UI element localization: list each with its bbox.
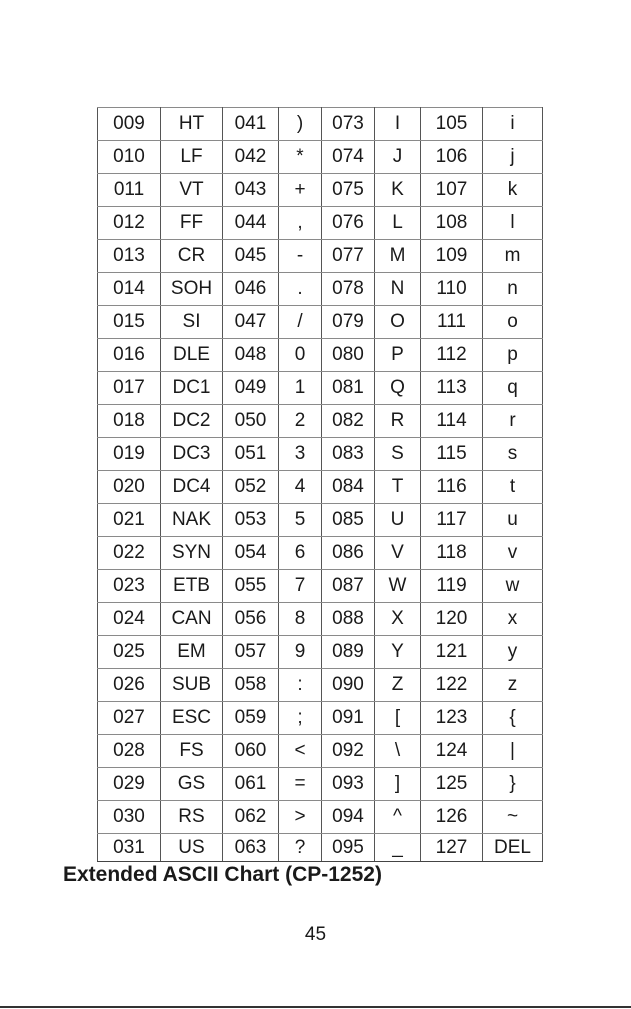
table-cell: 3 [279, 438, 322, 471]
table-cell: Y [375, 636, 421, 669]
table-cell: 009 [98, 108, 161, 141]
table-cell: k [483, 174, 543, 207]
table-cell: 4 [279, 471, 322, 504]
table-cell: 031 [98, 834, 161, 862]
table-cell: 082 [322, 405, 375, 438]
table-cell: ^ [375, 801, 421, 834]
table-cell: 092 [322, 735, 375, 768]
table-cell: u [483, 504, 543, 537]
table-cell: DC3 [161, 438, 223, 471]
table-cell: 050 [223, 405, 279, 438]
table-cell: 011 [98, 174, 161, 207]
table-cell: FS [161, 735, 223, 768]
table-cell: 114 [421, 405, 483, 438]
table-cell: 110 [421, 273, 483, 306]
table-cell: ? [279, 834, 322, 862]
table-cell: 087 [322, 570, 375, 603]
table-cell: R [375, 405, 421, 438]
table-cell: N [375, 273, 421, 306]
table-cell: ESC [161, 702, 223, 735]
table-cell: 109 [421, 240, 483, 273]
table-cell: DC4 [161, 471, 223, 504]
table-row [98, 471, 543, 504]
table-cell: 093 [322, 768, 375, 801]
table-row [98, 570, 543, 603]
table-cell: s [483, 438, 543, 471]
table-cell: 027 [98, 702, 161, 735]
table-cell: | [483, 735, 543, 768]
table-row [98, 108, 543, 141]
table-cell: 079 [322, 306, 375, 339]
table-cell: 123 [421, 702, 483, 735]
table-cell: 076 [322, 207, 375, 240]
table-cell: GS [161, 768, 223, 801]
table-cell: 113 [421, 372, 483, 405]
table-cell: } [483, 768, 543, 801]
table-cell: 025 [98, 636, 161, 669]
table-cell: 106 [421, 141, 483, 174]
table-cell: 015 [98, 306, 161, 339]
table-cell: EM [161, 636, 223, 669]
table-cell: 091 [322, 702, 375, 735]
table-cell: 108 [421, 207, 483, 240]
table-cell: Q [375, 372, 421, 405]
table-cell: P [375, 339, 421, 372]
table-cell: 126 [421, 801, 483, 834]
table-cell: 021 [98, 504, 161, 537]
table-cell: : [279, 669, 322, 702]
table-cell: 084 [322, 471, 375, 504]
table-cell: o [483, 306, 543, 339]
table-row [98, 504, 543, 537]
table-cell: 041 [223, 108, 279, 141]
table-cell: 118 [421, 537, 483, 570]
table-cell: 122 [421, 669, 483, 702]
table-cell: HT [161, 108, 223, 141]
table-cell: 1 [279, 372, 322, 405]
table-row [98, 834, 543, 862]
table-cell: 7 [279, 570, 322, 603]
table-row [98, 768, 543, 801]
table-cell: - [279, 240, 322, 273]
table-cell: 090 [322, 669, 375, 702]
table-cell: 017 [98, 372, 161, 405]
table-cell: 047 [223, 306, 279, 339]
section-heading: Extended ASCII Chart (CP-1252) [63, 863, 382, 886]
table-cell: = [279, 768, 322, 801]
table-cell: 052 [223, 471, 279, 504]
table-cell: DLE [161, 339, 223, 372]
table-cell: SUB [161, 669, 223, 702]
table-cell: r [483, 405, 543, 438]
table-cell: 056 [223, 603, 279, 636]
table-cell: 083 [322, 438, 375, 471]
table-cell: ] [375, 768, 421, 801]
table-cell: U [375, 504, 421, 537]
table-cell: 026 [98, 669, 161, 702]
page-number: 45 [304, 924, 327, 945]
table-cell: 058 [223, 669, 279, 702]
table-cell: j [483, 141, 543, 174]
table-cell: 028 [98, 735, 161, 768]
table-cell: ; [279, 702, 322, 735]
table-cell: 121 [421, 636, 483, 669]
table-cell: 081 [322, 372, 375, 405]
table-row [98, 405, 543, 438]
table-cell: { [483, 702, 543, 735]
table-row [98, 801, 543, 834]
table-cell: DC1 [161, 372, 223, 405]
table-cell: 022 [98, 537, 161, 570]
table-row [98, 603, 543, 636]
table-cell: 127 [421, 834, 483, 862]
table-cell: 088 [322, 603, 375, 636]
table-row [98, 702, 543, 735]
ascii-table [97, 107, 543, 862]
table-cell: w [483, 570, 543, 603]
table-cell: x [483, 603, 543, 636]
table-cell: \ [375, 735, 421, 768]
table-cell: 116 [421, 471, 483, 504]
table-cell: > [279, 801, 322, 834]
table-cell: 023 [98, 570, 161, 603]
ascii-table-body [98, 108, 543, 862]
table-cell: NAK [161, 504, 223, 537]
table-row [98, 339, 543, 372]
table-cell: 045 [223, 240, 279, 273]
table-row [98, 174, 543, 207]
table-cell: 043 [223, 174, 279, 207]
table-cell: X [375, 603, 421, 636]
table-cell: SI [161, 306, 223, 339]
table-cell: z [483, 669, 543, 702]
table-cell: 6 [279, 537, 322, 570]
table-cell: CR [161, 240, 223, 273]
table-cell: 095 [322, 834, 375, 862]
table-row [98, 273, 543, 306]
table-cell: l [483, 207, 543, 240]
table-cell: T [375, 471, 421, 504]
table-cell: ~ [483, 801, 543, 834]
table-cell: 060 [223, 735, 279, 768]
table-cell: 020 [98, 471, 161, 504]
table-cell: 2 [279, 405, 322, 438]
table-cell: 016 [98, 339, 161, 372]
table-cell: 073 [322, 108, 375, 141]
table-cell: US [161, 834, 223, 862]
table-cell: 111 [421, 306, 483, 339]
table-cell: 5 [279, 504, 322, 537]
table-cell: 051 [223, 438, 279, 471]
table-cell: 048 [223, 339, 279, 372]
table-cell: 062 [223, 801, 279, 834]
table-row [98, 636, 543, 669]
table-cell: * [279, 141, 322, 174]
table-cell: 054 [223, 537, 279, 570]
table-cell: LF [161, 141, 223, 174]
table-cell: 013 [98, 240, 161, 273]
table-cell: 119 [421, 570, 483, 603]
table-cell: q [483, 372, 543, 405]
table-cell: W [375, 570, 421, 603]
table-cell: 112 [421, 339, 483, 372]
table-row [98, 207, 543, 240]
table-cell: + [279, 174, 322, 207]
table-cell: 053 [223, 504, 279, 537]
table-cell: SOH [161, 273, 223, 306]
table-row [98, 669, 543, 702]
table-cell: 014 [98, 273, 161, 306]
table-cell: 010 [98, 141, 161, 174]
table-cell: 075 [322, 174, 375, 207]
table-cell: VT [161, 174, 223, 207]
bottom-rule [0, 1006, 631, 1008]
table-cell: 018 [98, 405, 161, 438]
table-cell: 124 [421, 735, 483, 768]
table-cell: DC2 [161, 405, 223, 438]
table-cell: 089 [322, 636, 375, 669]
table-row [98, 372, 543, 405]
table-row [98, 735, 543, 768]
table-cell: DEL [483, 834, 543, 862]
table-cell: n [483, 273, 543, 306]
table-cell: 049 [223, 372, 279, 405]
table-cell: 9 [279, 636, 322, 669]
table-cell: 0 [279, 339, 322, 372]
table-cell: 120 [421, 603, 483, 636]
table-cell: [ [375, 702, 421, 735]
table-cell: 117 [421, 504, 483, 537]
table-cell: FF [161, 207, 223, 240]
table-cell: 042 [223, 141, 279, 174]
table-cell: 019 [98, 438, 161, 471]
table-cell: 086 [322, 537, 375, 570]
table-cell: 105 [421, 108, 483, 141]
table-cell: 125 [421, 768, 483, 801]
table-cell: y [483, 636, 543, 669]
table-cell: < [279, 735, 322, 768]
table-cell: 012 [98, 207, 161, 240]
table-cell: J [375, 141, 421, 174]
table-row [98, 438, 543, 471]
table-cell: 080 [322, 339, 375, 372]
table-cell: 094 [322, 801, 375, 834]
table-cell: 046 [223, 273, 279, 306]
table-row [98, 240, 543, 273]
table-cell: SYN [161, 537, 223, 570]
table-cell: m [483, 240, 543, 273]
table-cell: 061 [223, 768, 279, 801]
table-cell: 115 [421, 438, 483, 471]
table-cell: S [375, 438, 421, 471]
table-cell: 029 [98, 768, 161, 801]
table-cell: 044 [223, 207, 279, 240]
table-cell: 063 [223, 834, 279, 862]
table-cell: 078 [322, 273, 375, 306]
table-cell: I [375, 108, 421, 141]
table-cell: 059 [223, 702, 279, 735]
table-cell: i [483, 108, 543, 141]
table-row [98, 306, 543, 339]
table-cell: 024 [98, 603, 161, 636]
table-cell: . [279, 273, 322, 306]
table-cell: ETB [161, 570, 223, 603]
table-cell: 055 [223, 570, 279, 603]
table-cell: 030 [98, 801, 161, 834]
table-cell: / [279, 306, 322, 339]
table-cell: 8 [279, 603, 322, 636]
table-cell: 077 [322, 240, 375, 273]
table-cell: t [483, 471, 543, 504]
table-cell: CAN [161, 603, 223, 636]
table-cell: V [375, 537, 421, 570]
table-cell: , [279, 207, 322, 240]
table-cell: 057 [223, 636, 279, 669]
table-cell: L [375, 207, 421, 240]
table-cell: RS [161, 801, 223, 834]
table-cell: Z [375, 669, 421, 702]
table-row [98, 141, 543, 174]
table-cell: p [483, 339, 543, 372]
table-cell: 074 [322, 141, 375, 174]
table-cell: ) [279, 108, 322, 141]
table-cell: 107 [421, 174, 483, 207]
table-cell: 085 [322, 504, 375, 537]
table-cell: K [375, 174, 421, 207]
table-cell: O [375, 306, 421, 339]
table-cell: _ [375, 834, 421, 862]
table-cell: M [375, 240, 421, 273]
table-row [98, 537, 543, 570]
table-cell: v [483, 537, 543, 570]
